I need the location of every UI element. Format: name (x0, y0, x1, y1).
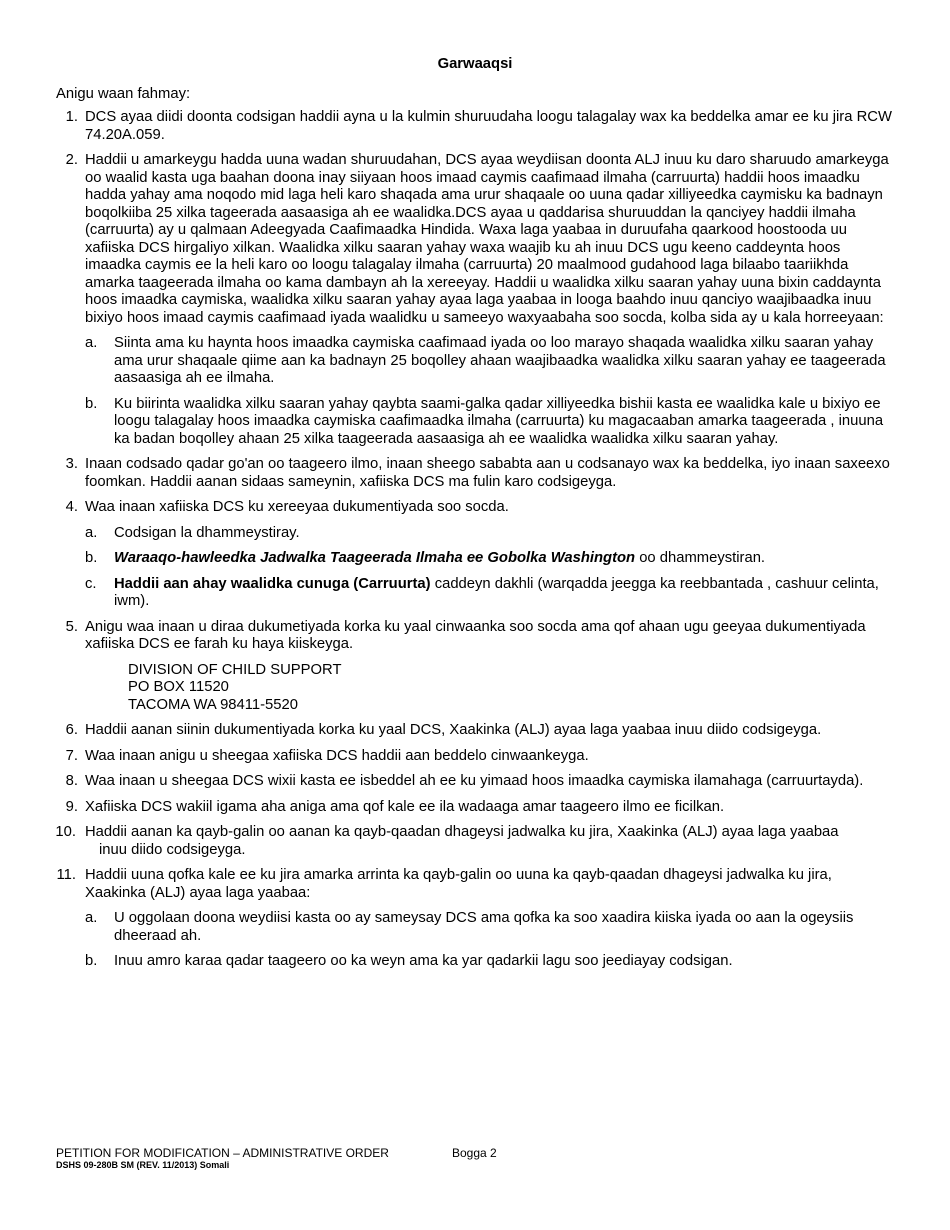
item-number: 7. (65, 747, 78, 764)
item-number: 2. (65, 152, 78, 168)
item-number: 10. (55, 824, 76, 840)
item-text: Haddii aanan siinin dukumentiyada korka ku yaal DCS, Xaakinka (ALJ) ayaa laga yaabaa inuu diido codsigeyga. (85, 722, 822, 738)
mailing-address (56, 662, 894, 715)
item-text: Waa inaan anigu u sheegaa xafiiska DCS haddii aan beddelo cinwaankeyga. (85, 747, 589, 764)
form-id: DSHS 09-280B SM (REV. 11/2013) Somali (56, 1160, 230, 1170)
item-text: Waa inaan xafiiska DCS ku xereeyaa dukumentiyada soo socda. (85, 499, 509, 515)
list-item-8 (56, 773, 894, 791)
form-title: PETITION FOR MODIFICATION – ADMINISTRATIVE ORDER (56, 1146, 389, 1160)
list-item-10 (56, 824, 894, 859)
list-item-4a (56, 525, 894, 543)
item-text: Haddii aanan ka qayb-galin oo aanan ka qayb-qaadan dhageysi jadwalka ku jira, Xaakinka (ALJ) ayaa laga yaabaa (85, 824, 839, 840)
list-item-7 (56, 748, 894, 766)
declarations-list (56, 109, 894, 971)
subitem-text: Ku biirinta waalidka xilku saaran yahay qaybta saami-galka qadar xilliyeedka bishii kasta ee waalidka kale u bixiyo ee loogu talagalay hoos imaadka caymiska caafimaadka ilmaha (carruurta) ku magacaaban amarka taageerada , inuuna ka badan boqolley ahaan 25 xilka taageerada aasaasiga ah ee waalidka waalidka xilku saaran yahay. (114, 395, 884, 447)
subitem-letter: b. (85, 550, 98, 566)
item-number: 8. (65, 773, 78, 789)
item-text: Waa inaan u sheegaa DCS wixii kasta ee isbeddel ah ee ku yimaad hoos imaadka caymiska ilamahaga (carruurtayda). (85, 773, 864, 789)
item-number: 3. (65, 456, 78, 472)
address-line: DIVISION OF CHILD SUPPORT (128, 661, 342, 678)
list-item-6 (56, 722, 894, 740)
list-item-2a (56, 335, 894, 388)
subitem-text: Siinta ama ku haynta hoos imaadka caymiska caafimaad iyada oo loo marayo shaqada waalidka xilku saaran yahay ama urur shaqaale qiime aan ka badnayn 25 boqolley ahaan waajibaadka waalidka xilku saaran yahay ee taageerada aasaasiga ah ee ilmaha. (114, 335, 886, 386)
subitem-letter: a. (85, 910, 98, 926)
worksheet-title: Waraaqo-hawleedka Jadwalka Taageerada Ilmaha ee Gobolka Washington (114, 550, 636, 566)
item-text-continued: inuu diido codsigeyga. (99, 841, 246, 858)
list-item-11a (56, 910, 894, 945)
page-title: Garwaaqsi (437, 56, 513, 72)
intro-text: Anigu waan fahmay: (56, 85, 191, 102)
subitem-text: oo dhammeystiran. (635, 550, 766, 566)
page-number: Bogga 2 (452, 1146, 497, 1160)
subitem-letter: a. (85, 524, 98, 541)
page-footer (56, 1146, 497, 1171)
item-text: Anigu waa inaan u diraa dukumetiyada korka ku yaal cinwaanka soo socda ama qof ahaan ugu geeyaa dukumentiyada xafiiska DCS ee farah ku haya kiiskeyga. (85, 618, 866, 652)
list-item-5 (56, 619, 894, 654)
subitem-letter: a. (85, 335, 98, 351)
list-item-3 (56, 456, 894, 491)
document-page (56, 56, 894, 979)
list-item-9 (56, 799, 894, 817)
subitem-text: caddeyn dakhli (warqadda jeegga ka reebbantada , cashuur celinta, iwm). (114, 575, 879, 609)
item-number: 4. (65, 499, 78, 515)
address-line: PO BOX 11520 (128, 679, 229, 695)
subitem-text: U oggolaan doona weydiisi kasta oo ay sameysay DCS ama qofka ka soo xaadira kiiska iyada oo aan la ogeysiis dheeraad ah. (114, 910, 854, 944)
item-text: Inaan codsado qadar go'an oo taageero ilmo, inaan sheego sababta aan u codsanayo wax ka beddelka, iyo inaan saxeexo foomkan. Haddii aanan sidaas sameynin, xafiiska DCS ma fulin karo codsigeyga. (85, 456, 890, 490)
list-item-4b (56, 550, 894, 568)
item-number: 5. (65, 618, 78, 635)
list-item-2b (56, 396, 894, 449)
item-number: 6. (65, 722, 78, 738)
address-line: TACOMA WA 98411-5520 (128, 696, 298, 713)
item-text: DCS ayaa diidi doonta codsigan haddii ayna u la kulmin shuruudaha loogu talagalay wax ka beddelka amar ee ku jira RCW 74.20A.059. (85, 109, 892, 143)
item-number: 1. (65, 109, 78, 125)
list-item-4c (56, 576, 894, 611)
bold-condition: Haddii aan ahay waalidka cunuga (Carruurta) (114, 575, 431, 592)
item-number: 11. (56, 867, 76, 883)
list-item-11 (56, 867, 894, 902)
list-item-1 (56, 109, 894, 144)
item-text: Haddii u amarkeygu hadda uuna wadan shuruudahan, DCS ayaa weydiisan doonta ALJ inuu ku daro sharuudo amarkeyga oo waalid kasta uga baahan doona inay siiyaan hoos imaad caymis caafimaad ilmaha (carruurta) haddii hoos imaadku hadda yahay ama noqodo mid laga heli karo shaqada ama urur shaqaale oo uuna qadar xilliyeedka caymisku ka badnayn boqolkiiba 25 xilka tageerada aasaasiga ah ee waalidka.DCS ayaa u qaddarisa shuruuddan la qanciyey haddii ilmaha (carruurta) ay u qalmaan Adeegyada Caafimaadka Hindida. Waxa laga yaabaa in duruufaha qaarkood hoostooda uu xafiiska DCS hirgaliyo xilkan. Waalidka xilku saaran yahay waxa waajib ku ah inuu DCS ugu keeno caddeynta hoos imaadka caymis ee la heli karo oo loogu talagalay ilmaha (carruurta) 20 maalmood gudahood laga bilaabo taariikhda amarka taageerada ilmaha oo kama dambayn ah la xereeyay. Haddii u waalidka xilku saaran yahay uuna bixin caddaynta hoos imaadka caymiska, waalidka xilku saaran yahay ayaa laga yaabaa in looga baahdo inuu qanciyo waajibaadka inuu bixiyo hoos imaad caymis caafimaad iyada waalidku u sameeyo waxyaabaha soo socda, kolba sida ay u kala horreeyaan: (85, 152, 889, 326)
item-text: Xafiiska DCS wakiil igama aha aniga ama qof kale ee ila wadaaga amar taageero ilmo ee ficilkan. (85, 798, 725, 815)
item-text: Haddii uuna qofka kale ee ku jira amarka arrinta ka qayb-galin oo uuna ka qayb-qaadan dhageysi jadwalka ku jira, Xaakinka (ALJ) ayaa laga yaabaa: (85, 867, 832, 901)
subitem-letter: b. (85, 953, 98, 969)
subitem-letter: b. (85, 395, 98, 412)
subitem-letter: c. (85, 575, 97, 592)
list-item-2 (56, 152, 894, 327)
item-number: 9. (65, 798, 78, 815)
subitem-text: Inuu amro karaa qadar taageero oo ka weyn ama ka yar qadarkii lagu soo jeediayay codsigan. (114, 953, 733, 969)
list-item-11b (56, 953, 894, 971)
list-item-4 (56, 499, 894, 517)
subitem-text: Codsigan la dhammeystiray. (114, 524, 300, 541)
